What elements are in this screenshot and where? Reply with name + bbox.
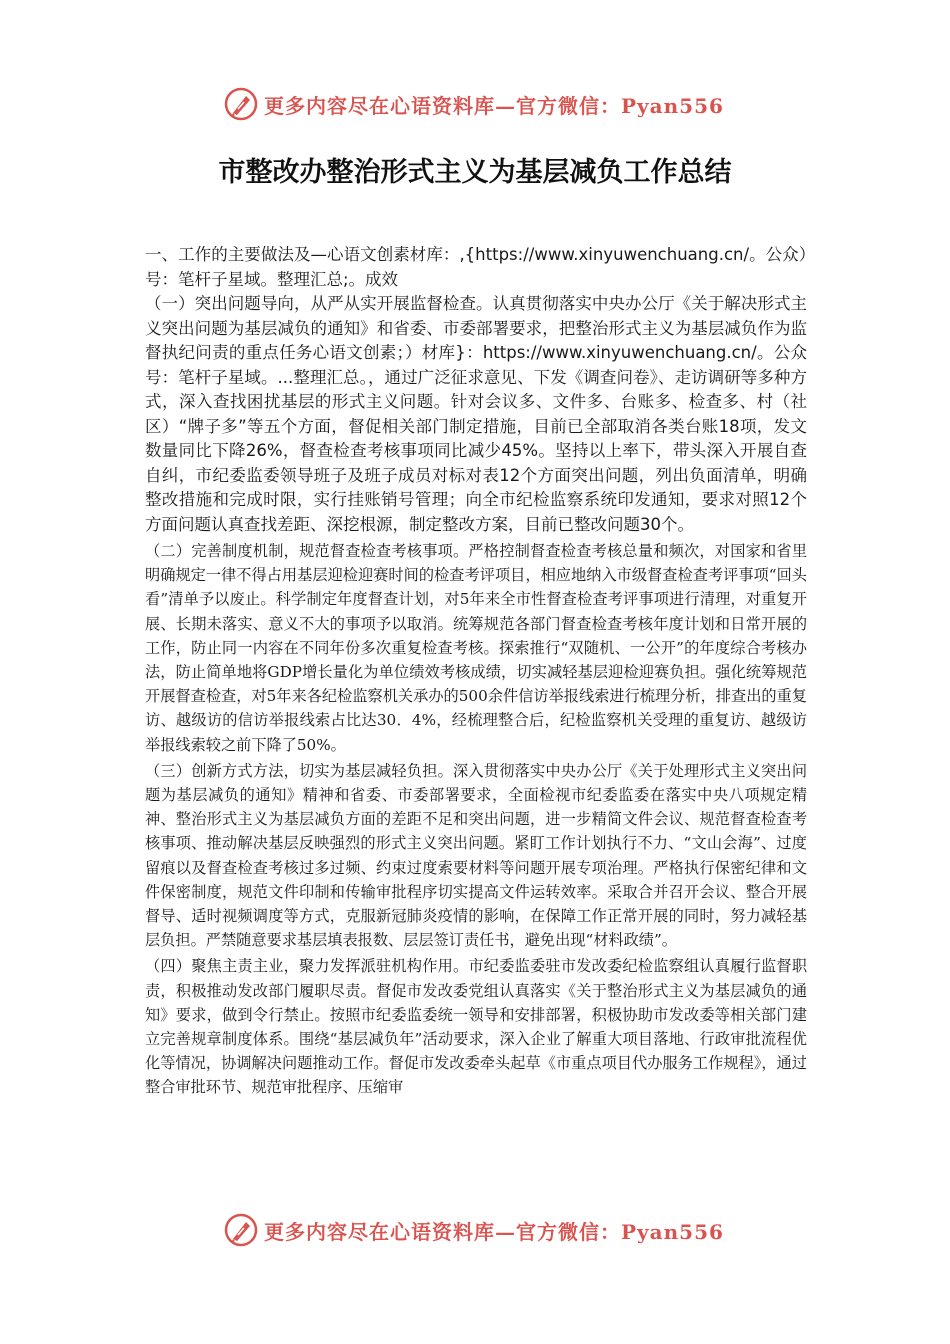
- document-body: [145, 243, 807, 1100]
- watermark-banner-top: [224, 84, 744, 124]
- pen-nib-logo-icon: [224, 87, 258, 121]
- paragraph-section-3: （三）创新方式方法，切实为基层减轻负担。深入贯彻落实中央办公厅《关于处理形式主义突出问题为基层减负的通知》精神和省委、市委部署要求，全面检视市纪委监委在落实中央八项规定精神、整治形式主义为基层减负方面的差距不足和突出问题，进一步精简文件会议、规范督查检查考核事项、推动解决基层反映强烈的形式主义突出问题。紧盯工作计划执行不力、“文山会海”、过度留痕以及督查检查考核过多过频、约束过度索要材料等问题开展专项治理。严格执行保密纪律和文件保密制度，规范文件印制和传输审批程序切实提高文件运转效率。采取合并召开会议、整合开展督导、适时视频调度等方式，克服新冠肺炎疫情的影响，在保障工作正常开展的同时，努力减轻基层负担。严禁随意要求基层填表报数、层层签订责任书，避免出现“材料政绩”。: [145, 761, 807, 950]
- pen-nib-logo-icon: [224, 1213, 258, 1247]
- watermark-text: 更多内容尽在心语资料库—官方微信：Pyan556: [264, 1219, 724, 1244]
- paragraph-section-1: （一）突出问题导向，从严从实开展监督检查。认真贯彻落实中央办公厅《关于解决形式主义突出问题为基层减负的通知》和省委、市委部署要求，把整治形式主义为基层减负作为监督执纪问责的重点任务心语文创素；）材库}：https://www.xinyuwenchuang.cn/。公众号：笔杆子星域。...整理汇总。，通过广泛征求意见、下发《调查问卷》、走访调研等多种方式，深入查找困扰基层的形式主义问题。针对会议多、文件多、台账多、检查多、村（社区）“牌子多”等五个方面，督促相关部门制定措施，目前已全部取消各类台账18项，发文数量同比下降26%，督查检查考核事项同比减少45%。坚持以上率下，带头深入开展自查自纠，市纪委监委领导班子及班子成员对标对表12个方面突出问题，列出负面清单，明确整改措施和完成时限，实行挂账销号管理；向全市纪检监察系统印发通知，要求对照12个方面问题认真查找差距、深挖根源，制定整改方案，目前已整改问题30个。: [145, 294, 807, 534]
- watermark-banner-bottom: [224, 1210, 744, 1250]
- paragraph-section-4: （四）聚焦主责主业，聚力发挥派驻机构作用。市纪委监委驻市发改委纪检监察组认真履行监督职责，积极推动发改部门履职尽责。督促市发改委党组认真落实《关于整治形式主义为基层减负的通知》要求，做到令行禁止。按照市纪委监委统一领导和安排部署，积极协助市发改委等相关部门建立完善规章制度体系。围绕“基层减负年”活动要求，深入企业了解重大项目落地、行政审批流程优化等情况，协调解决问题推动工作。督促市发改委牵头起草《市重点项目代办服务工作规程》，通过整合审批环节、规范审批程序、压缩审: [145, 957, 807, 1097]
- paragraph-heading: 一、工作的主要做法及—心语文创素材库：,{https://www.xinyuwenchuang.cn/。公众）号：笔杆子星域。整理汇总;。成效: [145, 245, 807, 289]
- document-title: 市整改办整治形式主义为基层减负工作总结: [218, 157, 732, 188]
- paragraph-section-2: （二）完善制度机制，规范督查检查考核事项。严格控制督查检查考核总量和频次，对国家和省里明确规定一律不得占用基层迎检迎赛时间的检查考评项目，相应地纳入市级督查检查考评事项“回头看”清单予以废止。科学制定年度督查计划，对5年来全市性督查检查考评事项进行清理，对重复开展、长期未落实、意义不大的事项予以取消。统筹规范各部门督查检查考核年度计划和日常开展的工作，防止同一内容在不同年份多次重复检查考核。探索推行“双随机、一公开”的年度综合考核办法，防止简单地将GDP增长量化为单位绩效考核成绩，切实减轻基层迎检迎赛负担。强化统筹规范开展督查检查，对5年来各纪检监察机关承办的500余件信访举报线索进行梳理分析，排查出的重复访、越级访的信访举报线索占比达30．4%，经梳理整合后，纪检监察机关受理的重复访、越级访举报线索较之前下降了50%。: [145, 542, 807, 754]
- watermark-text: 更多内容尽在心语资料库—官方微信：Pyan556: [264, 93, 724, 118]
